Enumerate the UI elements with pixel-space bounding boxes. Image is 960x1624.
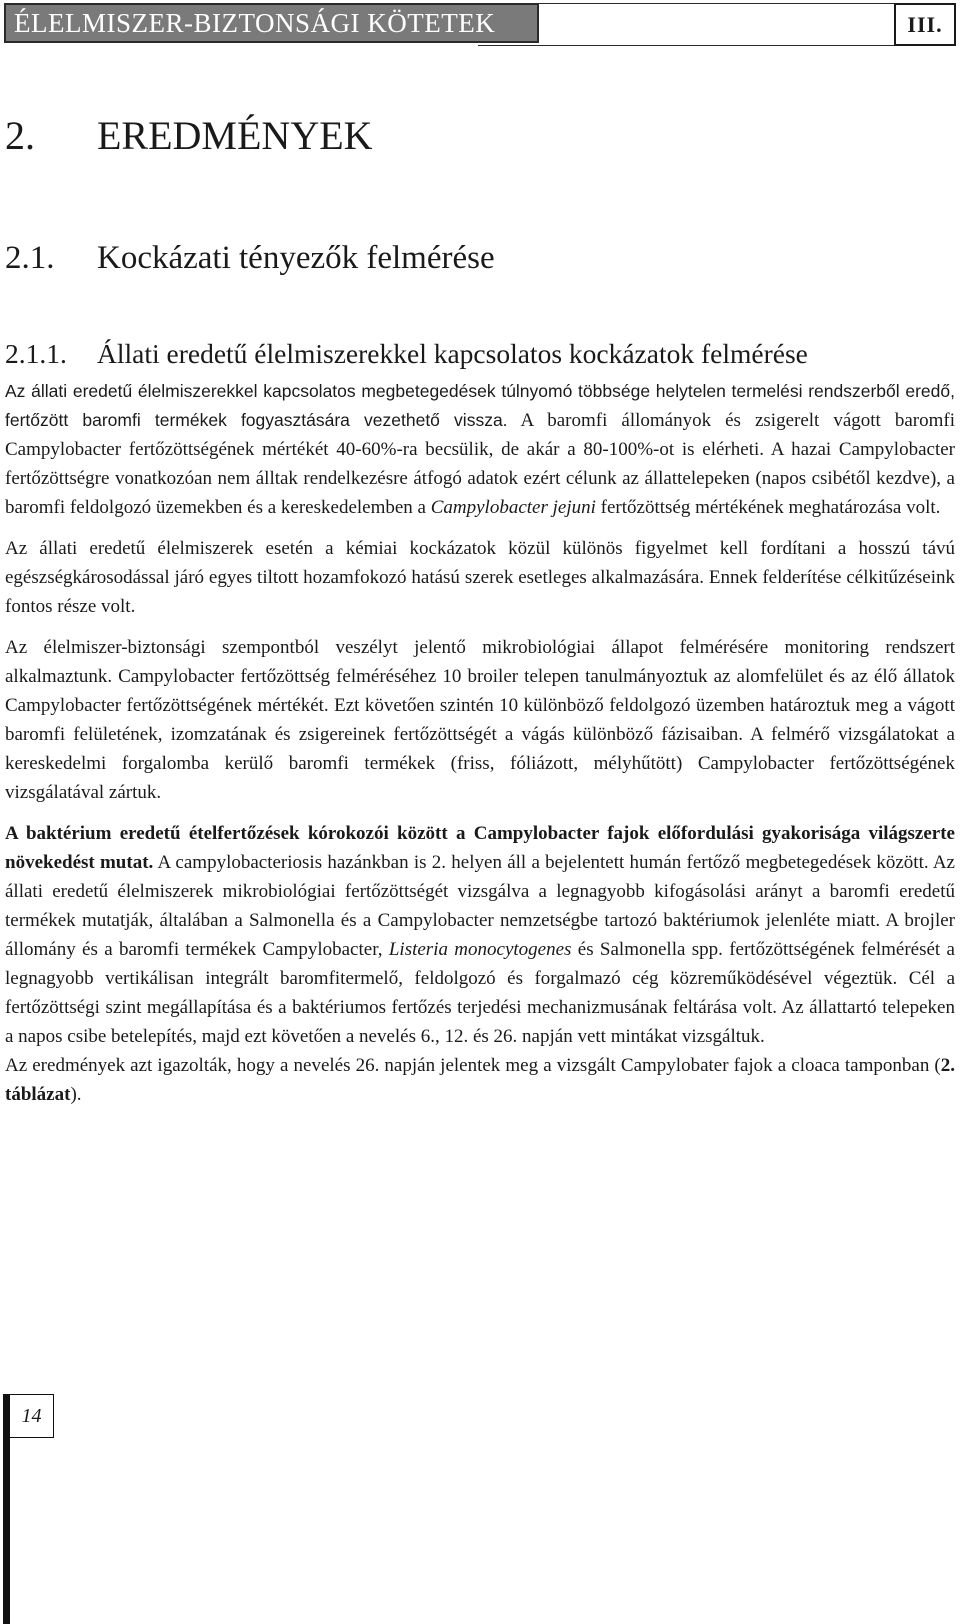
- paragraph-1-intro: Az állati eredetű élelmiszerekkel kapcsolatos megbetegedések túlnyomó többsége helytelen termelési rendszerből eredő, fertőzött baromfi termékek fogyasztására vezethető vissza.: [5, 381, 955, 430]
- subsubsection-heading: [5, 338, 808, 370]
- table-reference: 2. táblázat: [5, 1055, 955, 1105]
- paragraph-1-end: fertőzöttség mértékének meghatározása volt.: [595, 497, 941, 518]
- subsubsection-number: 2.1.1.: [5, 338, 67, 369]
- paragraph-5-body: Az eredmények azt igazolták, hogy a nevelés 26. napján jelentek meg a vizsgált Campylobater fajok a cloaca tamponban (: [5, 1055, 941, 1076]
- paragraph-1-body: A baromfi állományok és zsigerelt vágott baromfi Campylobacter fertőzöttségének mértékét 40-60%-ra becsülik, de akár a 80-100%-ot is elérheti. A hazai Campylobacter fertőzöttségre vonatkozóan nem álltak rendelkezésre átfogó adatok ezért célunk az állattelepeken (napos csibétől kezdve), a baromfi feldolgozó üzemekben és a kereskedelemben a: [5, 410, 956, 518]
- subsection-number: 2.1.: [5, 240, 55, 276]
- section-number: 2.: [5, 113, 35, 158]
- volume-label: III.: [907, 11, 943, 37]
- paragraph-4-lead: A baktérium eredetű ételfertőzések kórokozói között a Campylobacter fajok előfordulási gyakorisága világszerte növekedést mutat.: [5, 823, 955, 873]
- page-margin-rule: [3, 1394, 10, 1624]
- paragraph-1-species: Campylobacter jejuni: [430, 497, 596, 518]
- paragraph-2: Az állati eredetű élelmiszerek esetén a kémiai kockázatok közül különös figyelmet kell fordítani a hosszú távú egészségkárosodással járó egyes tiltott hozamfokozó hatású szerek esetleges alkalmazására. Ennek felderítése célkitűzéseink fontos része volt.: [5, 538, 955, 617]
- page-number-box: [10, 1394, 54, 1438]
- paragraph-4: [5, 819, 955, 1051]
- page-number: 14: [21, 1404, 42, 1427]
- header-rule-top: [539, 3, 894, 4]
- section-title: EREDMÉNYEK: [97, 113, 373, 158]
- header-rule-bottom: [478, 45, 894, 46]
- paragraph-5-end: ).: [70, 1084, 82, 1105]
- section-heading: [5, 112, 373, 159]
- subsubsection-title: Állati eredetű élelmiszerekkel kapcsolatos kockázatok felmérése: [97, 338, 808, 369]
- subsection-heading: [5, 240, 495, 277]
- paragraph-4-body-a: A campylobacteriosis hazánkban is 2. helyen áll a bejelentett humán fertőző megbetegedések között. Az állati eredetű élelmiszerek mikrobiológiai fertőzöttségét vizsgálva a legnagyobb kifogásolási arányt a baromfi eredetű termékek mutatják, általában a Salmonella és a Campylobacter nemzetségbe tartozó baktériumok jelenléte miatt. A brojler állomány és a baromfi termékek Campylobacter,: [5, 852, 955, 960]
- volume-badge: [894, 3, 956, 46]
- body-text: [5, 377, 955, 1121]
- subsection-title: Kockázati tényezők felmérése: [97, 240, 495, 276]
- paragraph-5: [5, 1051, 955, 1109]
- paragraph-4-body-b: és Salmonella spp. fertőzöttségének felmérését a legnagyobb vertikálisan integrált baromfitermelő, feldolgozó és forgalmazó cég közreműködésével végeztük. Cél a fertőzöttségi szint megállapítása és a baktériumos fertőzés terjedési mechanizmusának feltárása volt. Az állattartó telepeken a napos csibe betelepítés, majd ezt követően a nevelés 6., 12. és 26. napján vett mintákat vizsgáltuk.: [5, 939, 955, 1047]
- paragraph-4-species: Listeria monocytogenes: [388, 939, 572, 960]
- series-title: ÉLELMISZER-BIZTONSÁGI KÖTETEK: [14, 7, 496, 38]
- paragraph-1: [5, 377, 955, 522]
- series-header: [4, 3, 539, 43]
- paragraph-3: Az élelmiszer-biztonsági szempontból veszélyt jelentő mikrobiológiai állapot felmérésére monitoring rendszert alkalmaztunk. Campylobacter fertőzöttség felméréséhez 10 broiler telepen tanulmányoztuk az alomfelület és az élő állatok Campylobacter fertőzöttségének mértékét. Ezt követően szintén 10 különböző feldolgozó üzemben határoztuk meg a vágott baromfi felületének, izomzatának és zsigereinek fertőzöttségét a vágás különböző fázisaiban. A felmérő vizsgálatokat a kereskedelmi forgalomba kerülő baromfi termékek (friss, fóliázott, mélyhűtött) Campylobacter fertőzöttségének vizsgálatával zártuk.: [5, 637, 955, 803]
